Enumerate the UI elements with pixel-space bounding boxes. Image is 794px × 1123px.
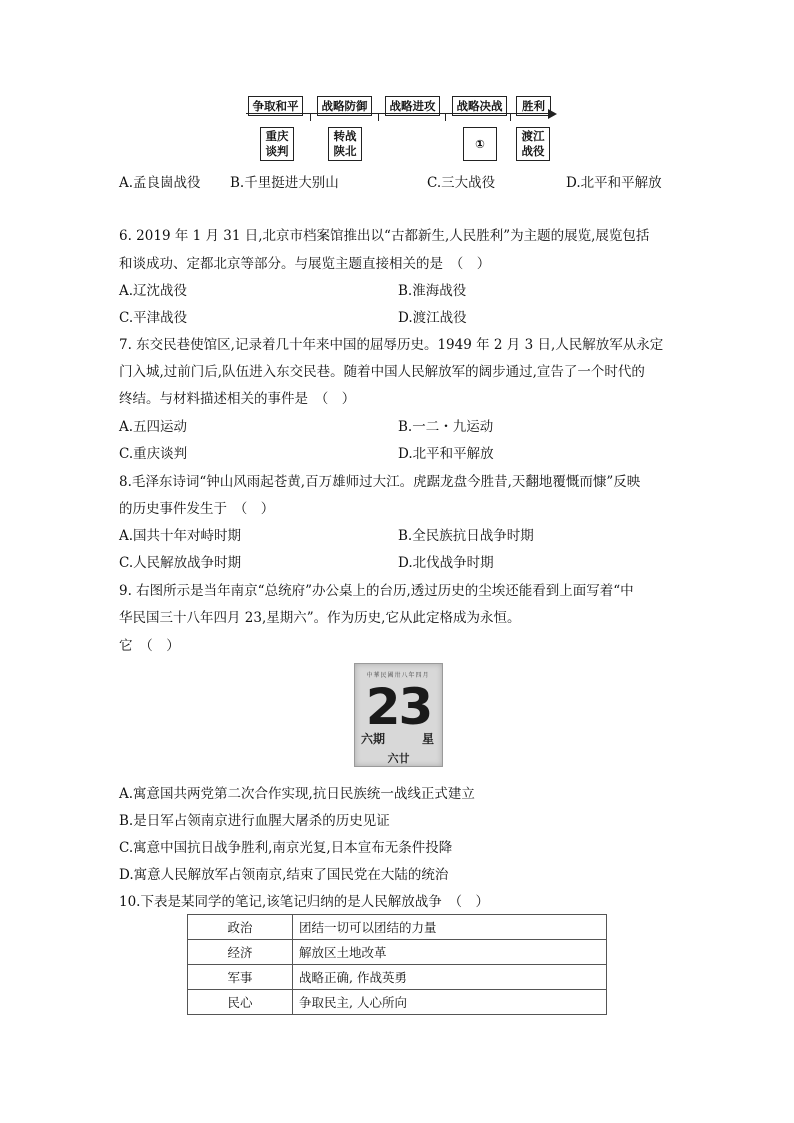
event-box: 重庆 谈判	[260, 127, 294, 161]
q7-stem-line: 门入城,过前门后,队伍进入东交民巷。随着中国人民解放军的阔步通过,宣告了一个时代的	[119, 364, 645, 380]
q8-stem-line: 8.毛泽东诗词“钟山风雨起苍黄,百万雄师过大江。虎踞龙盘今胜昔,天翻地覆慨而慷”反映	[119, 474, 641, 490]
q9-option-c: C.寓意中国抗日战争胜利,南京光复,日本宣布无条件投降	[119, 840, 453, 856]
q8-stem-line: 的历史事件发生于 （ ）	[119, 501, 275, 517]
q9-stem-line: 华民国三十八年四月 23,星期六”。作为历史,它从此定格成为永恒。	[119, 610, 521, 626]
stage-box: 战略决战	[452, 96, 507, 116]
table-cell-key: 军事	[188, 965, 293, 990]
table-row	[188, 965, 607, 990]
q7-option-a: A.五四运动	[119, 419, 188, 435]
q9-stem-line: 它 （ ）	[119, 638, 180, 654]
q6-option-d: D.渡江战役	[398, 310, 467, 326]
desk-calendar-image	[354, 663, 443, 767]
q5-option-b: B.千里挺进大别山	[230, 175, 339, 191]
q9-option-b: B.是日军占领南京进行血腥大屠杀的历史见证	[119, 813, 390, 829]
q5-option-d: D.北平和平解放	[566, 175, 662, 191]
q10-stem: 10.下表是某同学的笔记,该笔记归纳的是人民解放战争 （ ）	[119, 894, 490, 910]
stage-box: 战略进攻	[385, 96, 440, 116]
q7-stem-line: 7. 东交民巷使馆区,记录着几十年来中国的屈辱历史。1949 年 2 月 3 日,人民解放军从永定	[119, 337, 664, 353]
table-row	[188, 915, 607, 940]
table-row	[188, 940, 607, 965]
table-cell-value: 争取民主, 人心所向	[293, 990, 607, 1015]
timeline-tick	[510, 113, 511, 121]
q7-option-c: C.重庆谈判	[119, 446, 188, 462]
table-cell-key: 民心	[188, 990, 293, 1015]
table-cell-value: 解放区土地改革	[293, 940, 607, 965]
table-row	[188, 990, 607, 1015]
q6-stem-line: 6. 2019 年 1 月 31 日,北京市档案馆推出以“古都新生,人民胜利”为主题的展览,展览包括	[119, 228, 650, 244]
timeline-tick	[445, 113, 446, 121]
calendar-weekday-left: 六期	[361, 732, 386, 746]
table-cell-value: 战略正确, 作战英勇	[293, 965, 607, 990]
event-box: 转战 陕北	[328, 127, 362, 161]
calendar-date-number: 23	[365, 678, 432, 736]
table-cell-key: 政治	[188, 915, 293, 940]
timeline-arrow-icon	[548, 109, 557, 119]
timeline-tick	[310, 113, 311, 121]
table-cell-value: 团结一切可以团结的力量	[293, 915, 607, 940]
stage-box: 胜利	[516, 96, 551, 116]
q5-option-c: C.三大战役	[427, 175, 496, 191]
timeline-axis	[246, 113, 552, 114]
calendar-lunar-date: 六廿	[387, 752, 410, 765]
q7-option-d: D.北平和平解放	[398, 446, 494, 462]
table-cell-key: 经济	[188, 940, 293, 965]
timeline-tick	[378, 113, 379, 121]
q6-option-a: A.辽沈战役	[119, 283, 188, 299]
q8-option-a: A.国共十年对峙时期	[119, 528, 242, 544]
q9-option-a: A.寓意国共两党第二次合作实现,抗日民族统一战线正式建立	[119, 786, 475, 802]
q7-option-b: B.一二・九运动	[398, 419, 494, 435]
q7-stem-line: 终结。与材料描述相关的事件是 （ ）	[119, 391, 356, 407]
q8-option-b: B.全民族抗日战争时期	[398, 528, 534, 544]
event-box-blank: ①	[463, 127, 497, 161]
event-box: 渡江 战役	[516, 127, 550, 161]
calendar-header: 中華民國卅八年四月	[366, 672, 430, 679]
q6-option-b: B.淮海战役	[398, 283, 467, 299]
q9-stem-line: 9. 右图所示是当年南京“总统府”办公桌上的台历,透过历史的尘埃还能看到上面写着“中	[119, 583, 634, 599]
stage-box: 战略防御	[317, 96, 372, 116]
calendar-weekday-right: 星	[421, 732, 434, 746]
q8-option-c: C.人民解放战争时期	[119, 555, 242, 571]
q5-option-a: A.孟良崮战役	[119, 175, 201, 191]
stage-box: 争取和平	[248, 96, 303, 116]
q6-option-c: C.平津战役	[119, 310, 188, 326]
q8-option-d: D.北伐战争时期	[398, 555, 494, 571]
q9-option-d: D.寓意人民解放军占领南京,结束了国民党在大陆的统治	[119, 867, 449, 883]
notes-table	[187, 914, 607, 1015]
q6-stem-line: 和谈成功、定都北京等部分。与展览主题直接相关的是 （ ）	[119, 256, 491, 272]
